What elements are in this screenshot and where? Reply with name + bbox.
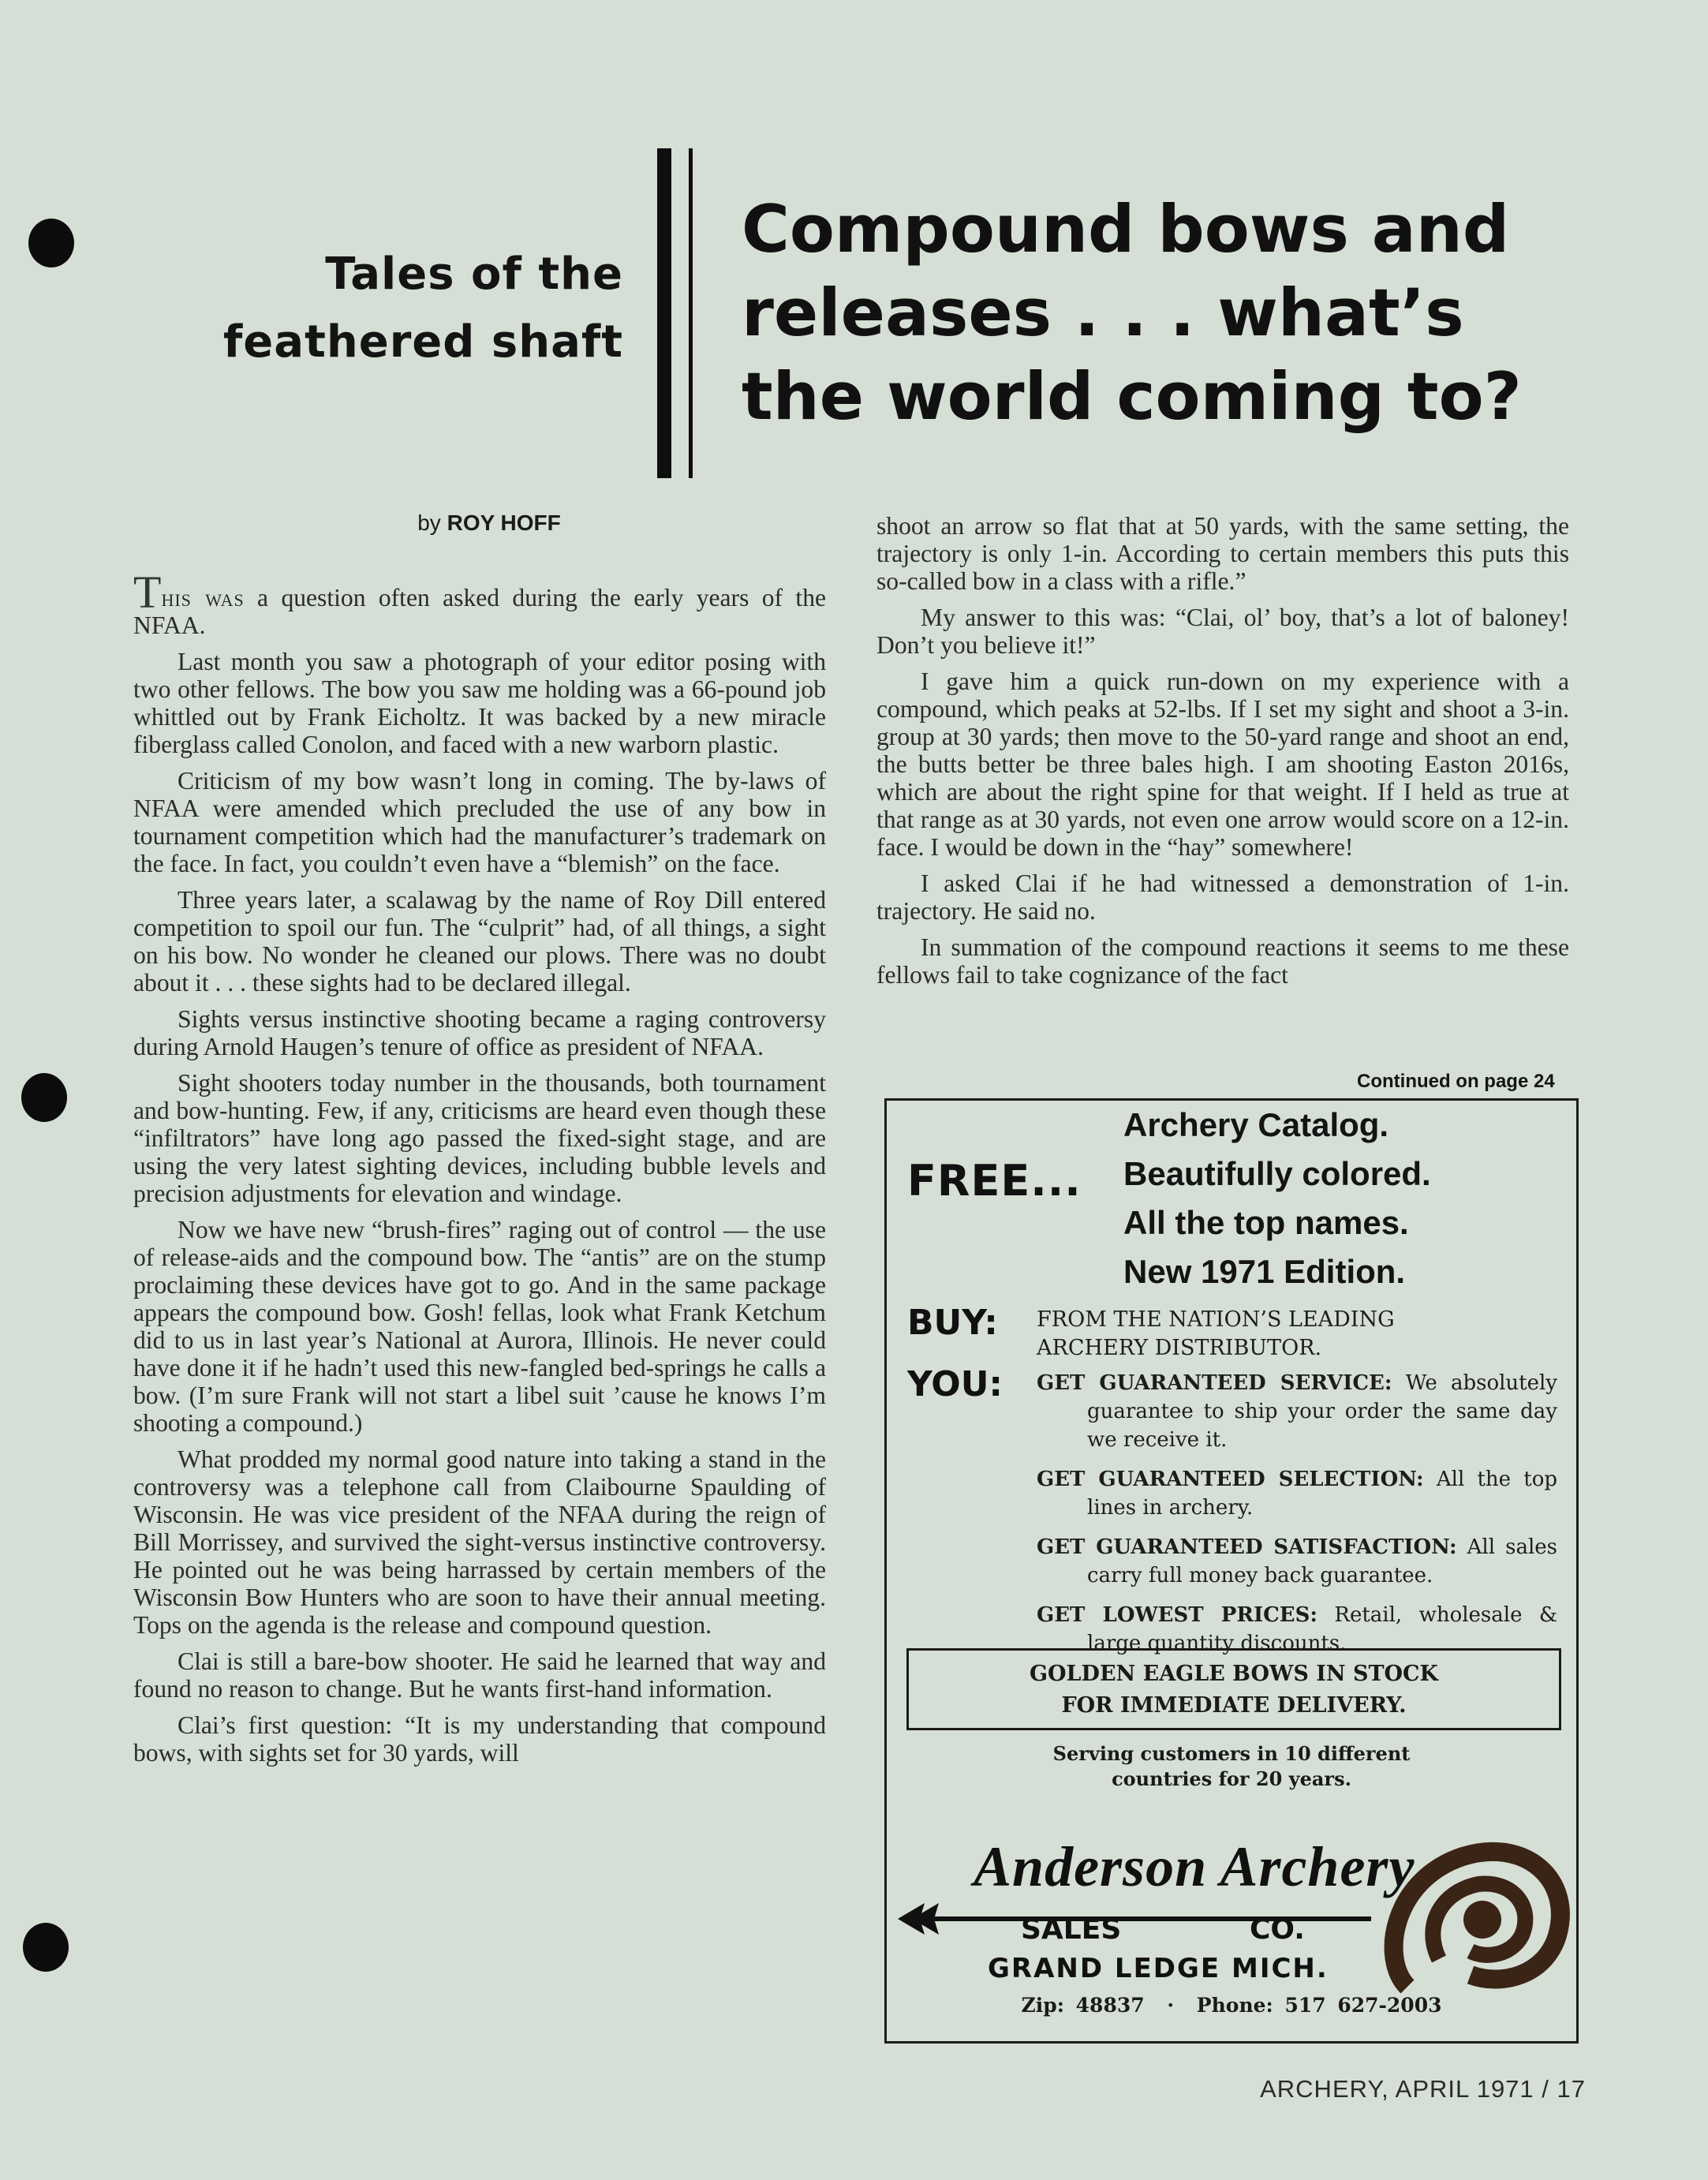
ad-serving-line-1: Serving customers in 10 different bbox=[1052, 1742, 1411, 1765]
ad-zip: Zip: 48837 bbox=[1021, 1994, 1145, 2017]
ad-location: GRAND LEDGE MICH. bbox=[988, 1953, 1329, 1984]
ad-feature-4: New 1971 Edition. bbox=[1123, 1253, 1406, 1290]
ad-brand-co: CO. bbox=[1250, 1913, 1305, 1946]
paragraph-1-text: a question often asked during the early years of the NFAA. bbox=[133, 584, 827, 639]
ad-brand-name: Anderson Archery bbox=[974, 1835, 1415, 1898]
ad-buy-label: BUY: bbox=[907, 1303, 998, 1343]
page-folio: ARCHERY, APRIL 1971 / 17 bbox=[1260, 2075, 1586, 2103]
article-paragraph-1 bbox=[133, 567, 827, 639]
drop-cap: T bbox=[133, 567, 162, 618]
article-paragraph-10: Clai’s first question: “It is my understanding that compound bows, with sights set for 30 yards, will bbox=[133, 1711, 826, 1767]
article-paragraph-13: I gave him a quick run-down on my experience with a compound, which peaks at 52-lbs. If I set my sight and shoot a 3-in. group at 30 yards; then move to the 50-yard range and shoot an end, the butts better be three bales high. I am shooting Easton 2016s, which are about the right spine for that weight. If I held as true at that range as at 30 yards, not even one arrow would score on a 12-in. face. I would be down in the “hay” somewhere! bbox=[876, 667, 1569, 861]
ad-brand-sales: SALES bbox=[1021, 1913, 1122, 1946]
ad-benefit-selection-title: GET GUARANTEED SELECTION: bbox=[1037, 1468, 1424, 1491]
ad-phone: Phone: 517 627-2003 bbox=[1196, 1994, 1442, 2017]
ad-benefit-prices-title: GET LOWEST PRICES: bbox=[1037, 1603, 1317, 1627]
header-rule-thick bbox=[657, 148, 671, 478]
byline-author: ROY HOFF bbox=[447, 510, 561, 535]
ad-benefit-satisfaction-text: All sales carry full money back guarantee. bbox=[1087, 1535, 1557, 1587]
article-paragraph-3: Criticism of my bow wasn’t long in coming. The by-laws of NFAA were amended which precluded the use of any bow in tournament competition which had the manufacturer’s trademark on the face. In fact, you couldn’t even have a “blemish” on the face. bbox=[133, 767, 826, 877]
ad-benefit-satisfaction-title: GET GUARANTEED SATISFACTION: bbox=[1037, 1535, 1457, 1559]
ad-benefit-service-title: GET GUARANTEED SERVICE: bbox=[1037, 1371, 1392, 1395]
article-column-left bbox=[133, 567, 827, 1775]
ad-serving-line-2: countries for 20 years. bbox=[1112, 1767, 1351, 1790]
arrow-logo-icon bbox=[898, 1899, 1403, 1939]
binder-hole-top bbox=[28, 219, 74, 267]
ad-benefits-list bbox=[1037, 1369, 1557, 1669]
continued-note: Continued on page 24 bbox=[1357, 1071, 1555, 1092]
ad-benefit-satisfaction bbox=[1037, 1533, 1557, 1590]
lead-in-small-caps: his was bbox=[161, 584, 245, 611]
article-paragraph-5: Sights versus instinctive shooting became a raging controversy during Arnold Haugen’s tenure of office as president of NFAA. bbox=[133, 1005, 826, 1060]
article-paragraph-4: Three years later, a scalawag by the name of Roy Dill entered competition to spoil our fun. The “culprit” had, of all things, a sight on his bow. No wonder he cleaned our plows. There was no doubt about it . . . these sights had to be declared illegal. bbox=[133, 886, 826, 997]
ad-stock-box bbox=[906, 1648, 1561, 1730]
kicker-line-1: Tales of the bbox=[325, 249, 623, 300]
ad-benefit-prices-text: Retail, wholesale & large quantity discounts. bbox=[1087, 1603, 1558, 1655]
ad-feature-3: All the top names. bbox=[1123, 1204, 1409, 1241]
article-paragraph-8: What prodded my normal good nature into taking a stand in the controversy was a telephone call from Claibourne Spaulding of Wisconsin. He was vice president of the NFAA during the reign of Bill Morrissey, and survived the sight-versus instinctive controversy. He pointed out he was being harrassed by certain members of the Wisconsin Bow Hunters who are soon to have their annual meeting. Tops on the agenda is the release and compound question. bbox=[133, 1445, 826, 1639]
article-paragraph-15: In summation of the compound reactions it seems to me these fellows fail to take cognizance of the fact bbox=[876, 933, 1569, 989]
headline-line-3: the world coming to? bbox=[742, 358, 1522, 435]
ad-catalog-features bbox=[1123, 1101, 1573, 1296]
headline-line-1: Compound bows and bbox=[742, 191, 1510, 267]
article-paragraph-7: Now we have new “brush-fires” raging out of control — the use of release-aids and the compound bow. The “antis” are on the stump proclaiming these devices have got to go. And in the same package appears the compound bow. Gosh! fellas, look what Frank Ketchum did to us in last year’s National at Aurora, Illinois. He never could have done it if he hadn’t used this new-fangled bed-springs he calls a bow. (I’m sure Frank will not start a libel suit ’cause he knows I’m shooting a compound.) bbox=[133, 1216, 826, 1437]
binder-hole-bottom bbox=[23, 1923, 69, 1972]
ad-feature-1: Archery Catalog. bbox=[1123, 1106, 1389, 1143]
article-headline bbox=[742, 188, 1641, 439]
ad-benefit-service bbox=[1037, 1369, 1557, 1454]
ad-feature-2: Beautifully colored. bbox=[1123, 1155, 1431, 1192]
headline-line-2: releases . . . what’s bbox=[742, 275, 1464, 351]
ad-contact-line bbox=[887, 1994, 1576, 2017]
article-paragraph-11: shoot an arrow so flat that at 50 yards, with the same setting, the trajectory is only 1-in. According to certain members this puts this so-called bow in a class with a rifle.” bbox=[876, 512, 1569, 595]
article-paragraph-14: I asked Clai if he had witnessed a demonstration of 1-in. trajectory. He said no. bbox=[876, 869, 1569, 925]
kicker-line-2: feathered shaft bbox=[222, 316, 623, 368]
ad-contact-separator: · bbox=[1167, 1994, 1175, 2017]
article-paragraph-2: Last month you saw a photograph of your editor posing with two other fellows. The bow you saw me holding was a 66-pound job whittled out by Frank Eicholtz. It was backed by a new miracle fiberglass called Conolon, and faced with a new warborn plastic. bbox=[133, 648, 826, 758]
ad-benefit-selection bbox=[1037, 1465, 1557, 1522]
ad-free-label: FREE... bbox=[907, 1156, 1082, 1206]
ad-stock-line-1: GOLDEN EAGLE BOWS IN STOCK bbox=[1029, 1662, 1439, 1686]
header-rule-thin bbox=[689, 148, 693, 478]
ad-you-label: YOU: bbox=[907, 1364, 1003, 1404]
ad-stock-line-2: FOR IMMEDIATE DELIVERY. bbox=[1061, 1693, 1407, 1718]
article-paragraph-12: My answer to this was: “Clai, ol’ boy, that’s a lot of baloney! Don’t you believe it!” bbox=[876, 604, 1569, 659]
article-paragraph-6: Sight shooters today number in the thousands, both tournament and bow-hunting. Few, if any, criticisms are heard even though these “infiltrators” have long ago passed the fixed-sight stage, and are using the very latest sighting devices, including bubble levels and precision adjustments for elevation and windage. bbox=[133, 1069, 826, 1207]
ad-benefit-service-text: We absolutely guarantee to ship your order the same day we receive it. bbox=[1087, 1371, 1557, 1452]
byline-prefix: by bbox=[417, 510, 441, 535]
ad-serving-note bbox=[887, 1741, 1576, 1792]
byline bbox=[237, 510, 742, 536]
binder-hole-middle bbox=[21, 1073, 67, 1122]
ad-benefit-selection-text: All the top lines in archery. bbox=[1087, 1468, 1557, 1520]
article-column-right bbox=[876, 512, 1569, 997]
article-paragraph-9: Clai is still a bare-bow shooter. He said he learned that way and found no reason to change. But he wants first-hand information. bbox=[133, 1647, 826, 1703]
anderson-archery-advertisement bbox=[884, 1098, 1579, 2044]
column-kicker bbox=[150, 241, 623, 376]
ad-buy-text: FROM THE NATION’S LEADING ARCHERY DISTRIBUTOR. bbox=[1037, 1307, 1395, 1360]
